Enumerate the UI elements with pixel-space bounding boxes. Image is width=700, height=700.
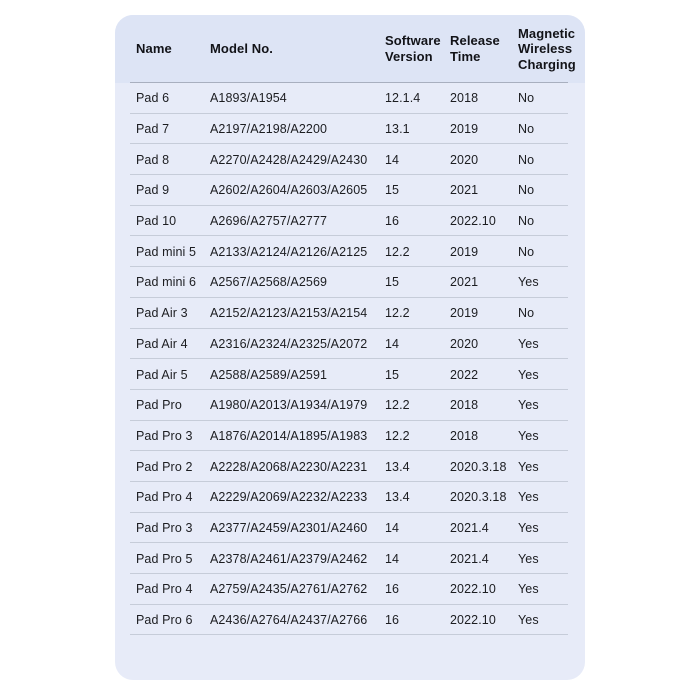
cell-model-no: A2229/A2069/A2232/A2233 bbox=[210, 490, 368, 505]
cell-software-version: 13.1 bbox=[385, 122, 410, 137]
table-row bbox=[115, 267, 585, 298]
cell-model-no: A2228/A2068/A2230/A2231 bbox=[210, 459, 368, 474]
cell-model-no: A2316/A2324/A2325/A2072 bbox=[210, 336, 368, 351]
cell-release-time: 2021.4 bbox=[450, 520, 489, 535]
cell-charging: No bbox=[518, 244, 535, 259]
cell-model-no: A2270/A2428/A2429/A2430 bbox=[210, 152, 368, 167]
table-row bbox=[115, 329, 585, 360]
cell-release-time: 2019 bbox=[450, 122, 479, 137]
cell-name: Pad Air 3 bbox=[136, 306, 188, 321]
cell-model-no: A2152/A2123/A2153/A2154 bbox=[210, 306, 368, 321]
table-row bbox=[115, 421, 585, 452]
cell-model-no: A2759/A2435/A2761/A2762 bbox=[210, 582, 368, 597]
cell-release-time: 2021.4 bbox=[450, 551, 489, 566]
table-row bbox=[115, 144, 585, 175]
cell-software-version: 12.1.4 bbox=[385, 91, 421, 106]
column-header-magnetic-wireless-charging: Magnetic Wireless Charging bbox=[518, 25, 576, 72]
cell-charging: Yes bbox=[518, 490, 539, 505]
table-row bbox=[115, 114, 585, 145]
cell-release-time: 2021 bbox=[450, 183, 479, 198]
table-row bbox=[115, 451, 585, 482]
cell-name: Pad Pro bbox=[136, 398, 182, 413]
cell-charging: No bbox=[518, 91, 535, 106]
table-row bbox=[115, 236, 585, 267]
cell-name: Pad mini 6 bbox=[136, 275, 197, 290]
table-row bbox=[115, 574, 585, 605]
column-header-software-version: Software Version bbox=[385, 33, 441, 64]
cell-software-version: 16 bbox=[385, 582, 400, 597]
cell-release-time: 2018 bbox=[450, 398, 479, 413]
cell-release-time: 2020 bbox=[450, 336, 479, 351]
cell-software-version: 14 bbox=[385, 336, 400, 351]
cell-charging: No bbox=[518, 214, 535, 229]
column-header-release-time: Release Time bbox=[450, 33, 500, 64]
cell-release-time: 2021 bbox=[450, 275, 479, 290]
table-row bbox=[115, 513, 585, 544]
cell-release-time: 2019 bbox=[450, 306, 479, 321]
cell-name: Pad 10 bbox=[136, 214, 177, 229]
cell-charging: Yes bbox=[518, 275, 539, 290]
cell-name: Pad Pro 3 bbox=[136, 520, 193, 535]
cell-name: Pad Air 5 bbox=[136, 367, 188, 382]
table-row bbox=[115, 390, 585, 421]
cell-name: Pad Pro 4 bbox=[136, 582, 193, 597]
table-row bbox=[115, 298, 585, 329]
cell-charging: Yes bbox=[518, 398, 539, 413]
cell-model-no: A2436/A2764/A2437/A2766 bbox=[210, 613, 368, 628]
cell-charging: Yes bbox=[518, 336, 539, 351]
cell-name: Pad 6 bbox=[136, 91, 170, 106]
cell-model-no: A2197/A2198/A2200 bbox=[210, 122, 328, 137]
cell-release-time: 2018 bbox=[450, 428, 479, 443]
cell-release-time: 2020.3.18 bbox=[450, 459, 507, 474]
table-body bbox=[115, 83, 585, 635]
cell-charging: Yes bbox=[518, 613, 539, 628]
cell-model-no: A1980/A2013/A1934/A1979 bbox=[210, 398, 368, 413]
cell-charging: Yes bbox=[518, 367, 539, 382]
cell-charging: Yes bbox=[518, 459, 539, 474]
cell-software-version: 12.2 bbox=[385, 244, 410, 259]
cell-charging: No bbox=[518, 306, 535, 321]
table-header bbox=[115, 15, 585, 83]
cell-software-version: 12.2 bbox=[385, 306, 410, 321]
cell-release-time: 2022.10 bbox=[450, 613, 496, 628]
cell-charging: No bbox=[518, 152, 535, 167]
cell-release-time: 2020 bbox=[450, 152, 479, 167]
cell-model-no: A1876/A2014/A1895/A1983 bbox=[210, 428, 368, 443]
cell-software-version: 14 bbox=[385, 152, 400, 167]
cell-name: Pad Pro 4 bbox=[136, 490, 193, 505]
cell-software-version: 16 bbox=[385, 214, 400, 229]
cell-software-version: 15 bbox=[385, 275, 400, 290]
cell-model-no: A2588/A2589/A2591 bbox=[210, 367, 328, 382]
cell-software-version: 15 bbox=[385, 183, 400, 198]
table-row bbox=[115, 83, 585, 114]
cell-name: Pad Pro 5 bbox=[136, 551, 193, 566]
cell-model-no: A2696/A2757/A2777 bbox=[210, 214, 328, 229]
table-row bbox=[115, 605, 585, 636]
cell-release-time: 2022.10 bbox=[450, 214, 496, 229]
cell-release-time: 2020.3.18 bbox=[450, 490, 507, 505]
cell-charging: No bbox=[518, 183, 535, 198]
cell-charging: Yes bbox=[518, 428, 539, 443]
cell-software-version: 14 bbox=[385, 520, 400, 535]
cell-name: Pad Air 4 bbox=[136, 336, 188, 351]
cell-charging: Yes bbox=[518, 520, 539, 535]
table-row bbox=[115, 206, 585, 237]
cell-software-version: 15 bbox=[385, 367, 400, 382]
cell-name: Pad mini 5 bbox=[136, 244, 197, 259]
cell-model-no: A2602/A2604/A2603/A2605 bbox=[210, 183, 368, 198]
cell-name: Pad 8 bbox=[136, 152, 170, 167]
column-header-name: Name bbox=[136, 41, 172, 57]
cell-software-version: 13.4 bbox=[385, 459, 410, 474]
cell-software-version: 12.2 bbox=[385, 398, 410, 413]
column-header-model-no: Model No. bbox=[210, 41, 274, 57]
cell-name: Pad Pro 6 bbox=[136, 613, 193, 628]
cell-release-time: 2019 bbox=[450, 244, 479, 259]
cell-release-time: 2022.10 bbox=[450, 582, 496, 597]
spec-table-card bbox=[115, 15, 585, 680]
cell-model-no: A2567/A2568/A2569 bbox=[210, 275, 328, 290]
cell-name: Pad 7 bbox=[136, 122, 170, 137]
cell-name: Pad Pro 3 bbox=[136, 428, 193, 443]
cell-charging: Yes bbox=[518, 551, 539, 566]
cell-release-time: 2022 bbox=[450, 367, 479, 382]
table-row bbox=[115, 175, 585, 206]
cell-model-no: A1893/A1954 bbox=[210, 91, 287, 106]
cell-name: Pad 9 bbox=[136, 183, 170, 198]
cell-model-no: A2378/A2461/A2379/A2462 bbox=[210, 551, 368, 566]
cell-charging: Yes bbox=[518, 582, 539, 597]
cell-charging: No bbox=[518, 122, 535, 137]
cell-name: Pad Pro 2 bbox=[136, 459, 193, 474]
cell-release-time: 2018 bbox=[450, 91, 479, 106]
table-row bbox=[115, 482, 585, 513]
cell-model-no: A2377/A2459/A2301/A2460 bbox=[210, 520, 368, 535]
cell-software-version: 16 bbox=[385, 613, 400, 628]
cell-model-no: A2133/A2124/A2126/A2125 bbox=[210, 244, 368, 259]
cell-software-version: 13.4 bbox=[385, 490, 410, 505]
table-row bbox=[115, 359, 585, 390]
cell-software-version: 12.2 bbox=[385, 428, 410, 443]
cell-software-version: 14 bbox=[385, 551, 400, 566]
table-row bbox=[115, 543, 585, 574]
